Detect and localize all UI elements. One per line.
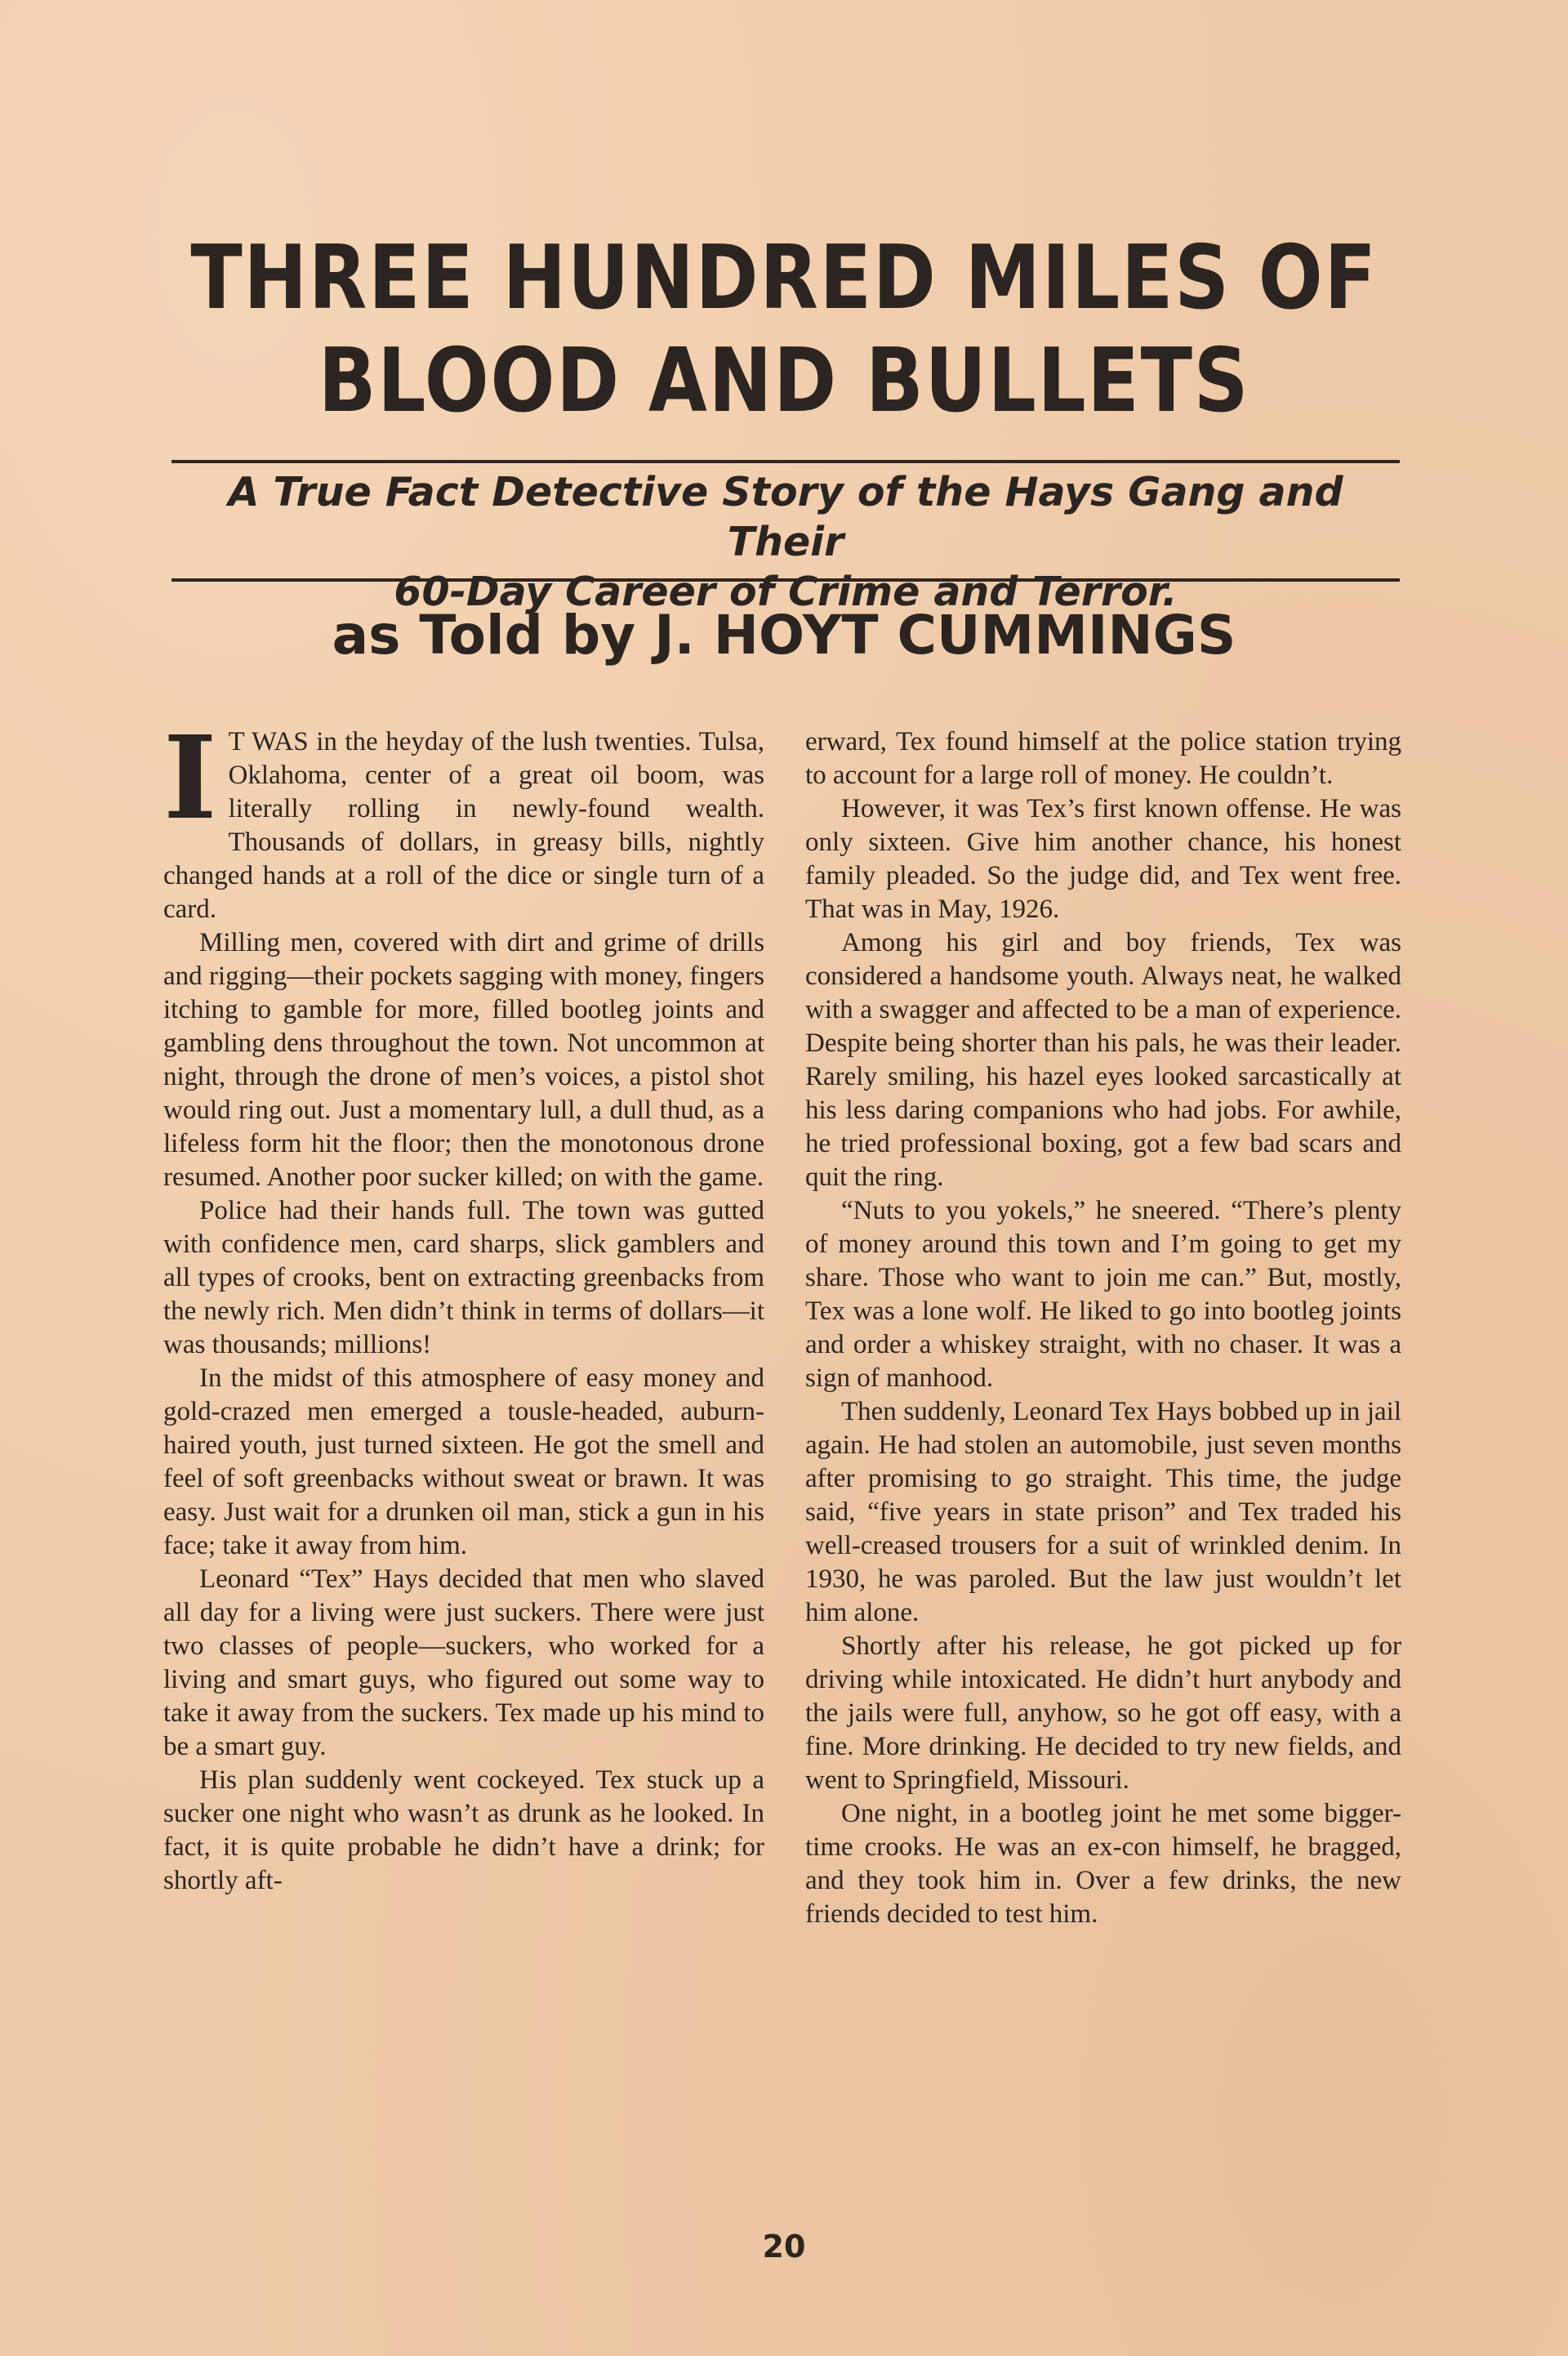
author-byline: as Told by J. HOYT CUMMINGS bbox=[332, 604, 1236, 667]
article-title-line-2: BLOOD AND BULLETS bbox=[318, 330, 1250, 432]
article-title-line-1: THREE HUNDRED MILES OF bbox=[190, 227, 1378, 329]
article-title bbox=[109, 227, 1458, 433]
body-paragraph: Police had their hands full. The town was gutted with confidence men, card sharps, slick gamblers and all types of crooks, bent on extracting greenbacks from the newly rich. Men didn’t think in terms of dollars—it was thousands; millions! bbox=[163, 1196, 764, 1359]
article-subtitle-line-1: A True Fact Detective Story of the Hays Gang and Their bbox=[228, 469, 1343, 565]
body-paragraph: One night, in a bootleg joint he met some bigger-time crooks. He was an ex-con himself, he bragged, and they took him in. Over a few drinks, the new friends decided to test him. bbox=[805, 1799, 1401, 1929]
body-paragraph: However, it was Tex’s first known offense. He was only sixteen. Give him another chance, his honest family pleaded. So the judge did, and Tex went free. That was in May, 1926. bbox=[805, 794, 1401, 924]
body-paragraph: Leonard “Tex” Hays decided that men who slaved all day for a living were just suckers. There were just two classes of people—suckers, who worked for a living and smart guys, who figured out some way to take it away from the suckers. Tex made up his mind to be a smart guy. bbox=[163, 1564, 764, 1761]
body-paragraph: Then suddenly, Leonard Tex Hays bobbed up in jail again. He had stolen an automobile, just seven months after promising to go straight. This time, the judge said, “five years in state prison” and Tex traded his well-creased trousers for a suit of wrinkled denim. In 1930, he was paroled. But the law just wouldn’t let him alone. bbox=[805, 1397, 1401, 1627]
body-paragraph: Shortly after his release, he got picked up for driving while intoxicated. He didn’t hurt anybody and the jails were full, anyhow, so he got off easy, with a fine. More drinking. He decided to try new fields, and went to Springfield, Missouri. bbox=[805, 1631, 1401, 1795]
right-text-column bbox=[805, 725, 1401, 1931]
body-paragraph: Among his girl and boy friends, Tex was considered a handsome youth. Always neat, he walked with a swagger and affected to be a man of experience. Despite being shorter than his pals, he was their leader. Rarely smiling, his hazel eyes looked sarcastically at his less daring companions who had jobs. For awhile, he tried professional boxing, got a few bad scars and quit the ring. bbox=[805, 928, 1401, 1192]
left-text-column bbox=[163, 712, 764, 1898]
page-number: 20 bbox=[762, 2229, 806, 2265]
article-subtitle-line-2: 60-Day Career of Crime and Terror. bbox=[394, 569, 1178, 615]
top-divider bbox=[172, 460, 1400, 463]
body-paragraph: erward, Tex found himself at the police station trying to account for a large roll of money. He couldn’t. bbox=[805, 727, 1401, 790]
bottom-divider bbox=[172, 578, 1400, 582]
body-paragraph: His plan suddenly went cockeyed. Tex stuck up a sucker one night who wasn’t as drunk as he looked. In fact, it is quite probable he didn’t have a drink; for shortly aft- bbox=[163, 1765, 764, 1895]
article-subtitle bbox=[163, 467, 1408, 617]
paragraph-text: T WAS in the heyday of the lush twenties. Tulsa, Oklahoma, center of a great oil boom, was literally rolling in newly-found wealth. Thousands of dollars, in greasy bills, nightly changed hands at a roll of the dice or single turn of a card. bbox=[163, 727, 764, 924]
body-paragraph: In the midst of this atmosphere of easy money and gold-crazed men emerged a tousle-headed, auburn-haired youth, just turned sixteen. He got the smell and feel of soft greenbacks without sweat or brawn. It was easy. Just wait for a drunken oil man, stick a gun in his face; take it away from him. bbox=[163, 1363, 764, 1560]
body-paragraph: “Nuts to you yokels,” he sneered. “There’s plenty of money around this town and I’m going to get my share. Those who want to join me can.” But, mostly, Tex was a lone wolf. He liked to go into bootleg joints and order a whiskey straight, with no chaser. It was a sign of manhood. bbox=[805, 1196, 1401, 1393]
drop-cap: I bbox=[163, 712, 217, 846]
body-paragraph bbox=[163, 712, 764, 926]
body-paragraph: Milling men, covered with dirt and grime of drills and rigging—their pockets sagging with money, fingers itching to gamble for more, filled bootleg joints and gambling dens throughout the town. Not uncommon at night, through the drone of men’s voices, a pistol shot would ring out. Just a momentary lull, a dull thud, as a lifeless form hit the floor; then the monotonous drone resumed. Another poor sucker killed; on with the game. bbox=[163, 928, 764, 1192]
